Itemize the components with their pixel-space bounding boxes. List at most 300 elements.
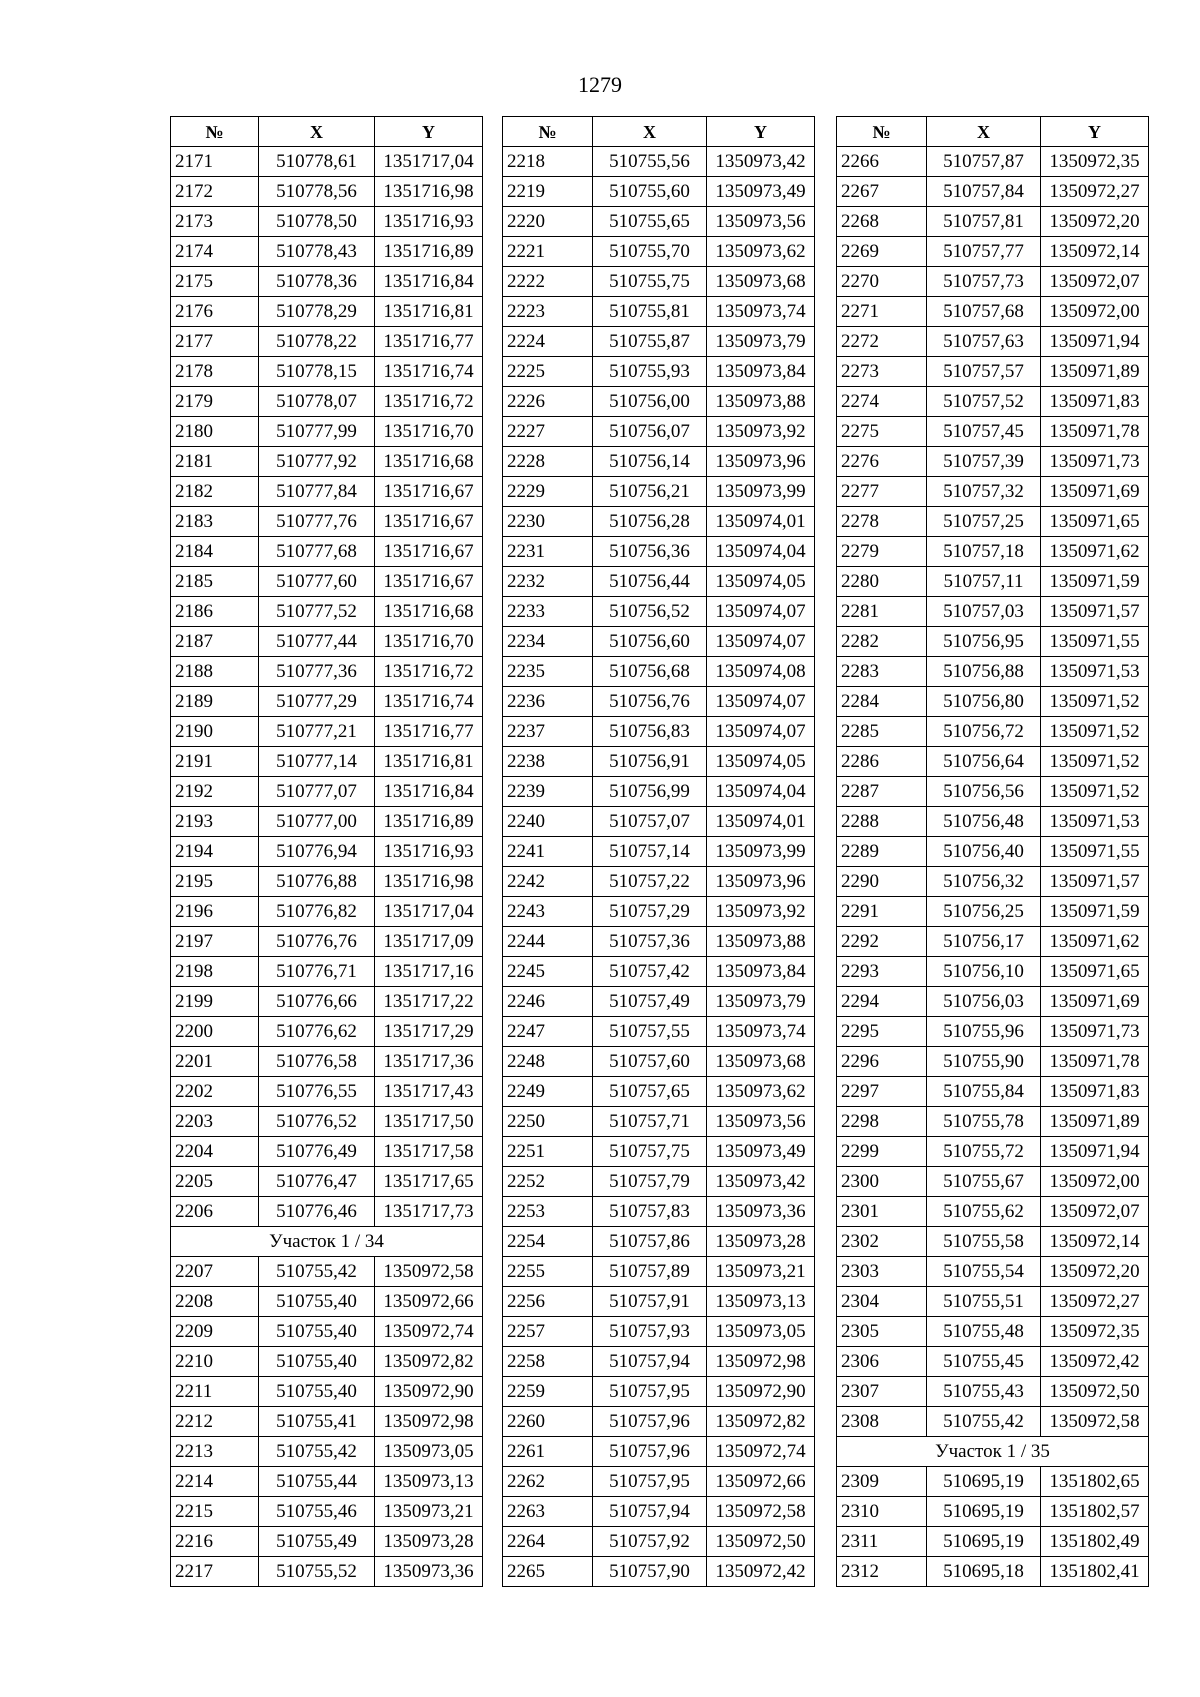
- table-row: [171, 447, 483, 477]
- y-coordinate: 1351716,98: [375, 867, 483, 897]
- point-number: 2226: [503, 387, 593, 417]
- point-number: 2305: [837, 1317, 927, 1347]
- point-number: 2216: [171, 1527, 259, 1557]
- point-number: 2284: [837, 687, 927, 717]
- table-row: [503, 177, 815, 207]
- x-coordinate: 510755,40: [259, 1377, 375, 1407]
- point-number: 2289: [837, 837, 927, 867]
- table-header-row: [171, 117, 483, 147]
- point-number: 2188: [171, 657, 259, 687]
- table-row: [171, 1137, 483, 1167]
- y-coordinate: 1350973,74: [707, 297, 815, 327]
- x-coordinate: 510757,71: [593, 1107, 707, 1137]
- y-coordinate: 1351716,72: [375, 657, 483, 687]
- table-row: [837, 267, 1149, 297]
- table-row: [171, 897, 483, 927]
- table-row: [503, 1557, 815, 1587]
- point-number: 2218: [503, 147, 593, 177]
- y-coordinate: 1350973,96: [707, 447, 815, 477]
- table-row: [503, 327, 815, 357]
- y-coordinate: 1351716,93: [375, 837, 483, 867]
- table-row: [171, 237, 483, 267]
- point-number: 2277: [837, 477, 927, 507]
- x-coordinate: 510755,58: [927, 1227, 1041, 1257]
- point-number: 2176: [171, 297, 259, 327]
- table-row: [837, 1107, 1149, 1137]
- x-coordinate: 510755,56: [593, 147, 707, 177]
- point-number: 2223: [503, 297, 593, 327]
- x-coordinate: 510756,80: [927, 687, 1041, 717]
- table-row: [171, 1107, 483, 1137]
- y-coordinate: 1350971,78: [1041, 417, 1149, 447]
- y-coordinate: 1351716,74: [375, 687, 483, 717]
- y-coordinate: 1350972,14: [1041, 237, 1149, 267]
- y-coordinate: 1350973,42: [707, 147, 815, 177]
- point-number: 2234: [503, 627, 593, 657]
- x-coordinate: 510755,84: [927, 1077, 1041, 1107]
- y-coordinate: 1350972,58: [707, 1497, 815, 1527]
- point-number: 2239: [503, 777, 593, 807]
- x-coordinate: 510757,95: [593, 1467, 707, 1497]
- point-number: 2213: [171, 1437, 259, 1467]
- x-coordinate: 510755,78: [927, 1107, 1041, 1137]
- point-number: 2307: [837, 1377, 927, 1407]
- x-coordinate: 510777,21: [259, 717, 375, 747]
- y-coordinate: 1350974,01: [707, 507, 815, 537]
- table-row: [171, 1287, 483, 1317]
- y-coordinate: 1351716,67: [375, 507, 483, 537]
- table-row: [837, 1287, 1149, 1317]
- point-number: 2293: [837, 957, 927, 987]
- table-row: [171, 957, 483, 987]
- point-number: 2233: [503, 597, 593, 627]
- table-row: [171, 657, 483, 687]
- table-row: [503, 417, 815, 447]
- y-coordinate: 1350972,58: [1041, 1407, 1149, 1437]
- y-coordinate: 1351717,43: [375, 1077, 483, 1107]
- table-row: [837, 297, 1149, 327]
- header-x: X: [927, 117, 1041, 147]
- point-number: 2224: [503, 327, 593, 357]
- x-coordinate: 510757,75: [593, 1137, 707, 1167]
- y-coordinate: 1350973,56: [707, 1107, 815, 1137]
- point-number: 2278: [837, 507, 927, 537]
- point-number: 2191: [171, 747, 259, 777]
- table-row: [503, 207, 815, 237]
- y-coordinate: 1350973,68: [707, 267, 815, 297]
- page-number: 1279: [578, 72, 622, 97]
- table-row: [837, 1077, 1149, 1107]
- point-number: 2279: [837, 537, 927, 567]
- point-number: 2205: [171, 1167, 259, 1197]
- table-header-row: [837, 117, 1149, 147]
- point-number: 2294: [837, 987, 927, 1017]
- table-row: [171, 1437, 483, 1467]
- y-coordinate: 1351717,22: [375, 987, 483, 1017]
- y-coordinate: 1350972,07: [1041, 267, 1149, 297]
- table-row: [171, 1527, 483, 1557]
- table-row: [837, 657, 1149, 687]
- table-row: [503, 657, 815, 687]
- y-coordinate: 1350972,42: [1041, 1347, 1149, 1377]
- x-coordinate: 510756,83: [593, 717, 707, 747]
- x-coordinate: 510695,19: [927, 1527, 1041, 1557]
- y-coordinate: 1350972,90: [707, 1377, 815, 1407]
- x-coordinate: 510776,76: [259, 927, 375, 957]
- x-coordinate: 510755,46: [259, 1497, 375, 1527]
- table-row: [171, 627, 483, 657]
- y-coordinate: 1350972,98: [375, 1407, 483, 1437]
- table-row: [503, 447, 815, 477]
- point-number: 2241: [503, 837, 593, 867]
- header-y: Y: [375, 117, 483, 147]
- point-number: 2264: [503, 1527, 593, 1557]
- table-row: [171, 1347, 483, 1377]
- y-coordinate: 1351717,16: [375, 957, 483, 987]
- y-coordinate: 1350972,74: [375, 1317, 483, 1347]
- x-coordinate: 510778,61: [259, 147, 375, 177]
- header-x: X: [259, 117, 375, 147]
- coordinates-table-1: [170, 116, 483, 1587]
- y-coordinate: 1350971,57: [1041, 597, 1149, 627]
- y-coordinate: 1350972,82: [375, 1347, 483, 1377]
- point-number: 2221: [503, 237, 593, 267]
- x-coordinate: 510757,63: [927, 327, 1041, 357]
- x-coordinate: 510776,88: [259, 867, 375, 897]
- x-coordinate: 510757,36: [593, 927, 707, 957]
- y-coordinate: 1350972,66: [707, 1467, 815, 1497]
- y-coordinate: 1350973,68: [707, 1047, 815, 1077]
- point-number: 2274: [837, 387, 927, 417]
- point-number: 2171: [171, 147, 259, 177]
- x-coordinate: 510755,52: [259, 1557, 375, 1587]
- section-row: [171, 1227, 483, 1257]
- y-coordinate: 1350972,42: [707, 1557, 815, 1587]
- y-coordinate: 1350974,04: [707, 777, 815, 807]
- y-coordinate: 1350971,62: [1041, 927, 1149, 957]
- x-coordinate: 510755,45: [927, 1347, 1041, 1377]
- y-coordinate: 1350971,65: [1041, 507, 1149, 537]
- table-row: [171, 717, 483, 747]
- point-number: 2255: [503, 1257, 593, 1287]
- table-row: [503, 1107, 815, 1137]
- table-row: [503, 627, 815, 657]
- y-coordinate: 1350973,28: [707, 1227, 815, 1257]
- x-coordinate: 510777,44: [259, 627, 375, 657]
- table-row: [503, 567, 815, 597]
- x-coordinate: 510756,14: [593, 447, 707, 477]
- point-number: 2249: [503, 1077, 593, 1107]
- table-row: [837, 327, 1149, 357]
- point-number: 2261: [503, 1437, 593, 1467]
- point-number: 2222: [503, 267, 593, 297]
- table-row: [837, 237, 1149, 267]
- table-row: [171, 1557, 483, 1587]
- point-number: 2225: [503, 357, 593, 387]
- table-row: [837, 477, 1149, 507]
- y-coordinate: 1350971,57: [1041, 867, 1149, 897]
- y-coordinate: 1350971,53: [1041, 807, 1149, 837]
- point-number: 2273: [837, 357, 927, 387]
- table-row: [503, 1347, 815, 1377]
- point-number: 2259: [503, 1377, 593, 1407]
- table-row: [171, 987, 483, 1017]
- table-row: [837, 357, 1149, 387]
- table-row: [171, 537, 483, 567]
- y-coordinate: 1350973,84: [707, 357, 815, 387]
- point-number: 2288: [837, 807, 927, 837]
- table-row: [503, 1287, 815, 1317]
- y-coordinate: 1350972,20: [1041, 207, 1149, 237]
- y-coordinate: 1350971,52: [1041, 747, 1149, 777]
- x-coordinate: 510756,21: [593, 477, 707, 507]
- table-row: [503, 387, 815, 417]
- y-coordinate: 1351716,84: [375, 267, 483, 297]
- point-number: 2207: [171, 1257, 259, 1287]
- y-coordinate: 1351716,93: [375, 207, 483, 237]
- x-coordinate: 510777,14: [259, 747, 375, 777]
- x-coordinate: 510755,72: [927, 1137, 1041, 1167]
- point-number: 2310: [837, 1497, 927, 1527]
- table-row: [837, 927, 1149, 957]
- point-number: 2179: [171, 387, 259, 417]
- table-row: [503, 957, 815, 987]
- point-number: 2232: [503, 567, 593, 597]
- x-coordinate: 510777,07: [259, 777, 375, 807]
- y-coordinate: 1350972,00: [1041, 1167, 1149, 1197]
- table-row: [837, 387, 1149, 417]
- table-row: [837, 717, 1149, 747]
- table-row: [503, 597, 815, 627]
- x-coordinate: 510776,49: [259, 1137, 375, 1167]
- table-row: [837, 1467, 1149, 1497]
- x-coordinate: 510757,94: [593, 1497, 707, 1527]
- x-coordinate: 510757,42: [593, 957, 707, 987]
- table-row: [837, 1137, 1149, 1167]
- section-label: Участок 1 / 35: [837, 1437, 1149, 1467]
- y-coordinate: 1351717,29: [375, 1017, 483, 1047]
- x-coordinate: 510777,76: [259, 507, 375, 537]
- point-number: 2290: [837, 867, 927, 897]
- point-number: 2267: [837, 177, 927, 207]
- x-coordinate: 510776,58: [259, 1047, 375, 1077]
- point-number: 2276: [837, 447, 927, 477]
- point-number: 2185: [171, 567, 259, 597]
- x-coordinate: 510757,87: [927, 147, 1041, 177]
- x-coordinate: 510778,36: [259, 267, 375, 297]
- point-number: 2184: [171, 537, 259, 567]
- table-row: [837, 867, 1149, 897]
- x-coordinate: 510776,47: [259, 1167, 375, 1197]
- x-coordinate: 510778,50: [259, 207, 375, 237]
- point-number: 2228: [503, 447, 593, 477]
- table-row: [837, 537, 1149, 567]
- y-coordinate: 1350972,74: [707, 1437, 815, 1467]
- point-number: 2301: [837, 1197, 927, 1227]
- x-coordinate: 510757,11: [927, 567, 1041, 597]
- point-number: 2177: [171, 327, 259, 357]
- table-row: [171, 207, 483, 237]
- x-coordinate: 510755,87: [593, 327, 707, 357]
- x-coordinate: 510777,00: [259, 807, 375, 837]
- y-coordinate: 1351716,67: [375, 567, 483, 597]
- table-row: [503, 1047, 815, 1077]
- y-coordinate: 1350971,69: [1041, 987, 1149, 1017]
- point-number: 2186: [171, 597, 259, 627]
- point-number: 2285: [837, 717, 927, 747]
- table-row: [171, 1257, 483, 1287]
- y-coordinate: 1350973,88: [707, 387, 815, 417]
- point-number: 2281: [837, 597, 927, 627]
- table-row: [171, 387, 483, 417]
- y-coordinate: 1350972,58: [375, 1257, 483, 1287]
- point-number: 2203: [171, 1107, 259, 1137]
- table-row: [837, 1497, 1149, 1527]
- y-coordinate: 1350971,94: [1041, 1137, 1149, 1167]
- y-coordinate: 1350973,05: [707, 1317, 815, 1347]
- x-coordinate: 510776,66: [259, 987, 375, 1017]
- x-coordinate: 510776,71: [259, 957, 375, 987]
- x-coordinate: 510755,65: [593, 207, 707, 237]
- y-coordinate: 1350971,52: [1041, 687, 1149, 717]
- point-number: 2197: [171, 927, 259, 957]
- point-number: 2253: [503, 1197, 593, 1227]
- x-coordinate: 510755,43: [927, 1377, 1041, 1407]
- table-row: [837, 987, 1149, 1017]
- y-coordinate: 1350973,49: [707, 177, 815, 207]
- point-number: 2260: [503, 1407, 593, 1437]
- x-coordinate: 510755,42: [259, 1257, 375, 1287]
- x-coordinate: 510777,68: [259, 537, 375, 567]
- point-number: 2270: [837, 267, 927, 297]
- point-number: 2280: [837, 567, 927, 597]
- table-row: [837, 957, 1149, 987]
- y-coordinate: 1350973,92: [707, 897, 815, 927]
- table-row: [503, 1167, 815, 1197]
- table-row: [503, 1497, 815, 1527]
- x-coordinate: 510756,07: [593, 417, 707, 447]
- table-row: [837, 1197, 1149, 1227]
- section-row: [837, 1437, 1149, 1467]
- x-coordinate: 510757,18: [927, 537, 1041, 567]
- y-coordinate: 1350974,05: [707, 567, 815, 597]
- point-number: 2251: [503, 1137, 593, 1167]
- y-coordinate: 1350973,28: [375, 1527, 483, 1557]
- table-row: [171, 837, 483, 867]
- table-header-row: [503, 117, 815, 147]
- point-number: 2308: [837, 1407, 927, 1437]
- y-coordinate: 1350971,52: [1041, 717, 1149, 747]
- table-row: [503, 867, 815, 897]
- table-row: [171, 177, 483, 207]
- coordinates-table-3: [836, 116, 1149, 1587]
- x-coordinate: 510695,18: [927, 1557, 1041, 1587]
- x-coordinate: 510755,41: [259, 1407, 375, 1437]
- table-row: [837, 1377, 1149, 1407]
- y-coordinate: 1350972,27: [1041, 1287, 1149, 1317]
- y-coordinate: 1350973,74: [707, 1017, 815, 1047]
- table-row: [171, 327, 483, 357]
- table-row: [171, 1467, 483, 1497]
- x-coordinate: 510755,62: [927, 1197, 1041, 1227]
- point-number: 2200: [171, 1017, 259, 1047]
- x-coordinate: 510695,19: [927, 1467, 1041, 1497]
- y-coordinate: 1351802,65: [1041, 1467, 1149, 1497]
- x-coordinate: 510755,40: [259, 1347, 375, 1377]
- y-coordinate: 1350972,98: [707, 1347, 815, 1377]
- x-coordinate: 510755,70: [593, 237, 707, 267]
- x-coordinate: 510755,81: [593, 297, 707, 327]
- y-coordinate: 1350973,92: [707, 417, 815, 447]
- point-number: 2237: [503, 717, 593, 747]
- table-row: [837, 1407, 1149, 1437]
- table-row: [171, 477, 483, 507]
- table-row: [503, 1407, 815, 1437]
- y-coordinate: 1351716,89: [375, 237, 483, 267]
- x-coordinate: 510756,68: [593, 657, 707, 687]
- x-coordinate: 510755,40: [259, 1287, 375, 1317]
- point-number: 2187: [171, 627, 259, 657]
- y-coordinate: 1351717,36: [375, 1047, 483, 1077]
- point-number: 2299: [837, 1137, 927, 1167]
- y-coordinate: 1350972,82: [707, 1407, 815, 1437]
- table-row: [171, 507, 483, 537]
- table-row: [837, 1347, 1149, 1377]
- y-coordinate: 1350974,05: [707, 747, 815, 777]
- point-number: 2311: [837, 1527, 927, 1557]
- point-number: 2212: [171, 1407, 259, 1437]
- table-row: [503, 297, 815, 327]
- x-coordinate: 510757,14: [593, 837, 707, 867]
- x-coordinate: 510777,36: [259, 657, 375, 687]
- point-number: 2268: [837, 207, 927, 237]
- table-row: [171, 597, 483, 627]
- table-row: [837, 1557, 1149, 1587]
- point-number: 2248: [503, 1047, 593, 1077]
- y-coordinate: 1351717,58: [375, 1137, 483, 1167]
- y-coordinate: 1351717,04: [375, 147, 483, 177]
- point-number: 2209: [171, 1317, 259, 1347]
- x-coordinate: 510757,55: [593, 1017, 707, 1047]
- x-coordinate: 510695,19: [927, 1497, 1041, 1527]
- x-coordinate: 510778,07: [259, 387, 375, 417]
- x-coordinate: 510757,83: [593, 1197, 707, 1227]
- y-coordinate: 1351717,50: [375, 1107, 483, 1137]
- point-number: 2192: [171, 777, 259, 807]
- point-number: 2238: [503, 747, 593, 777]
- y-coordinate: 1350973,84: [707, 957, 815, 987]
- table-row: [171, 777, 483, 807]
- point-number: 2286: [837, 747, 927, 777]
- point-number: 2206: [171, 1197, 259, 1227]
- table-row: [171, 1017, 483, 1047]
- x-coordinate: 510757,03: [927, 597, 1041, 627]
- point-number: 2172: [171, 177, 259, 207]
- point-number: 2204: [171, 1137, 259, 1167]
- point-number: 2235: [503, 657, 593, 687]
- x-coordinate: 510755,49: [259, 1527, 375, 1557]
- x-coordinate: 510756,40: [927, 837, 1041, 867]
- table-row: [171, 297, 483, 327]
- x-coordinate: 510756,72: [927, 717, 1041, 747]
- x-coordinate: 510755,96: [927, 1017, 1041, 1047]
- coordinates-table-2: [502, 116, 815, 1587]
- table-row: [503, 747, 815, 777]
- point-number: 2229: [503, 477, 593, 507]
- table-row: [503, 687, 815, 717]
- y-coordinate: 1350971,65: [1041, 957, 1149, 987]
- table-row: [171, 1407, 483, 1437]
